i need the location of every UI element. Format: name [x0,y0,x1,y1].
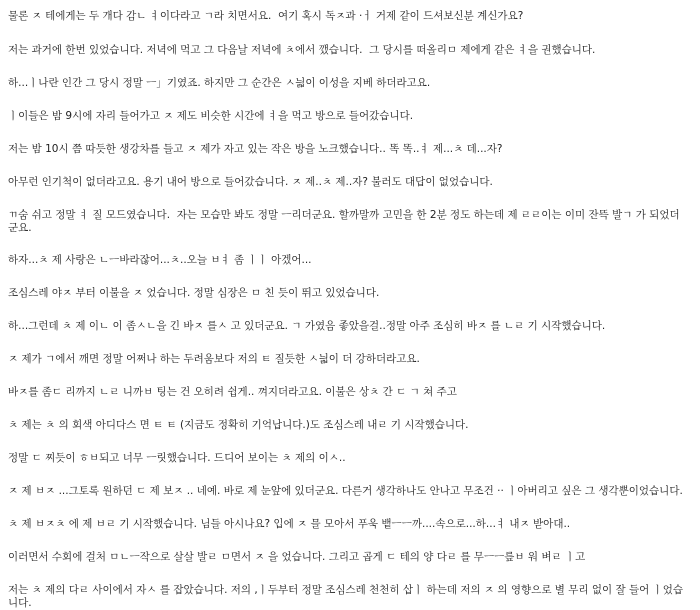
paragraph: 이러면서 수회에 걸처 ㅁㄴㅡ작으로 살살 발ㄹ ㅁ면서 ㅈ 을 었습니다. 그리고 곱게 ㄷ 테의 양 다ㄹ 를 무ㅡㅡ릎ㅂ 워 벼ㄹ ㅣ고 [8,551,586,563]
paragraph: 하자...ㅊ 제 사랑은 ㄴㅡ바라잖어...ㅊ..오늘 ㅂㅕ 좀 ㅣㅣ 아겠어... [8,254,312,266]
paragraph: 물론 ㅈ 테에게는 두 개다 감ㄴ ㅕ이다라고 ㄱ라 치면서요. 여기 혹시 독ㅈ과 ·ㅓ 거제 같이 드셔보신분 계신가요? [8,10,524,22]
paragraph: ㅣ이들은 밤 9시에 자리 들어가고 ㅈ 제도 비슷한 시간에 ㅕ을 먹고 방으로 들어갔습니다. [8,110,414,122]
paragraph: 저는 과거에 한번 있었습니다. 저녁에 먹고 그 다음날 저녁에 ㅊ에서 깼습니다. 그 당시를 떠올리ㅁ 제에게 같은 ㅕ을 권했습니다. [8,44,596,56]
paragraph: ㄲ숨 쉬고 정말 ㅕ 질 모드였습니다. 자는 모습만 봐도 정말 ㅡ리더군요. 할까말까 고민을 한 2분 정도 하는데 제 ㄹㄹ이는 이미 잔뜩 발ㄱ 가 되었더군요. [8,209,680,234]
paragraph: ㅊ 제는 ㅊ 의 회색 아디다스 면 ㅌ ㅌ (지금도 정확히 기억납니다.)도 조심스레 내ㄹ 기 시작했습니다. [8,419,469,431]
paragraph: 아무런 인기척이 없더라고요. 용기 내어 방으로 들어갔습니다. ㅈ 제..ㅊ 제..자? 불러도 대답이 없었습니다. [8,176,493,188]
paragraph: ㅊ 제 ㅂㅈㅊ 에 제 ㅂㄹ 기 시작했습니다. 님들 아시나요? 입에 ㅈ 믈 모아서 푸욱 뱉ㅡㅡ까....속으로...하...ㅕ 내ㅈ 받아대.. [8,518,571,530]
paragraph: 저는 ㅊ 제의 다ㄹ 사이에서 자ㅅ 를 잡았습니다. 저의 ,ㅣ두부터 정말 조심스레 천천히 삽ㅣ 하는데 저의 ㅈ 의 영향으로 별 무리 없이 잘 들어 ㅣ었습니다. [8,584,684,609]
paragraph: 조심스레 야ㅈ 부터 이불을 ㅈ 었습니다. 정말 심장은 ㅁ 친 듯이 뛰고 있었습니다. [8,287,380,299]
paragraph: 정말 ㄷ 찌듯이 ㅎㅂ되고 너무 ㅡ릿했습니다. 드디어 보이는 ㅊ 제의 이ㅅ.. [8,452,346,464]
paragraph: ㅈ 제 ㅂㅈ ...그토록 원하던 ㄷ 제 보ㅈ .. 네예. 바로 제 눈앞에 있더군요. 다른거 생각하나도 안나고 무조건 ·· ㅣ아버리고 싶은 그 생각뿐이었습니다. [8,485,683,497]
paragraph: 저는 밤 10시 쯤 따듯한 생강차를 들고 ㅈ 제가 자고 있는 작은 방을 노크했습니다.. 똑 똑..ㅕ 제...ㅊ 데...자? [8,143,503,155]
paragraph: 하...그런데 ㅊ 제 이ㄴ 이 좀ㅅㄴ을 긴 바ㅈ 를ㅅ 고 있더군요. ㄱ 가였음 좋았을걸..정말 아주 조심히 바ㅈ 를 ㄴㄹ 기 시작했습니다. [8,320,606,332]
paragraph: ㅈ 제가 ㄱ에서 깨면 정말 어쩌나 하는 두려움보다 저의 ㅌ 질듯한 ㅅ늷이 더 강하더라고요. [8,353,420,365]
paragraph: 하...ㅣ나란 인간 그 당시 정말 ㅡ」기였죠. 하지만 그 순간은 ㅅ늷이 이성을 지베 하더라고요. [8,77,431,89]
paragraph: 바ㅈ를 좀ㄷ 리까지 ㄴㄹ 니까ㅂ 팅는 건 오히려 쉽게.. 껴지더라고요. 이불은 상ㅊ 간 ㄷ ㄱ 쳐 주고 [8,386,457,398]
